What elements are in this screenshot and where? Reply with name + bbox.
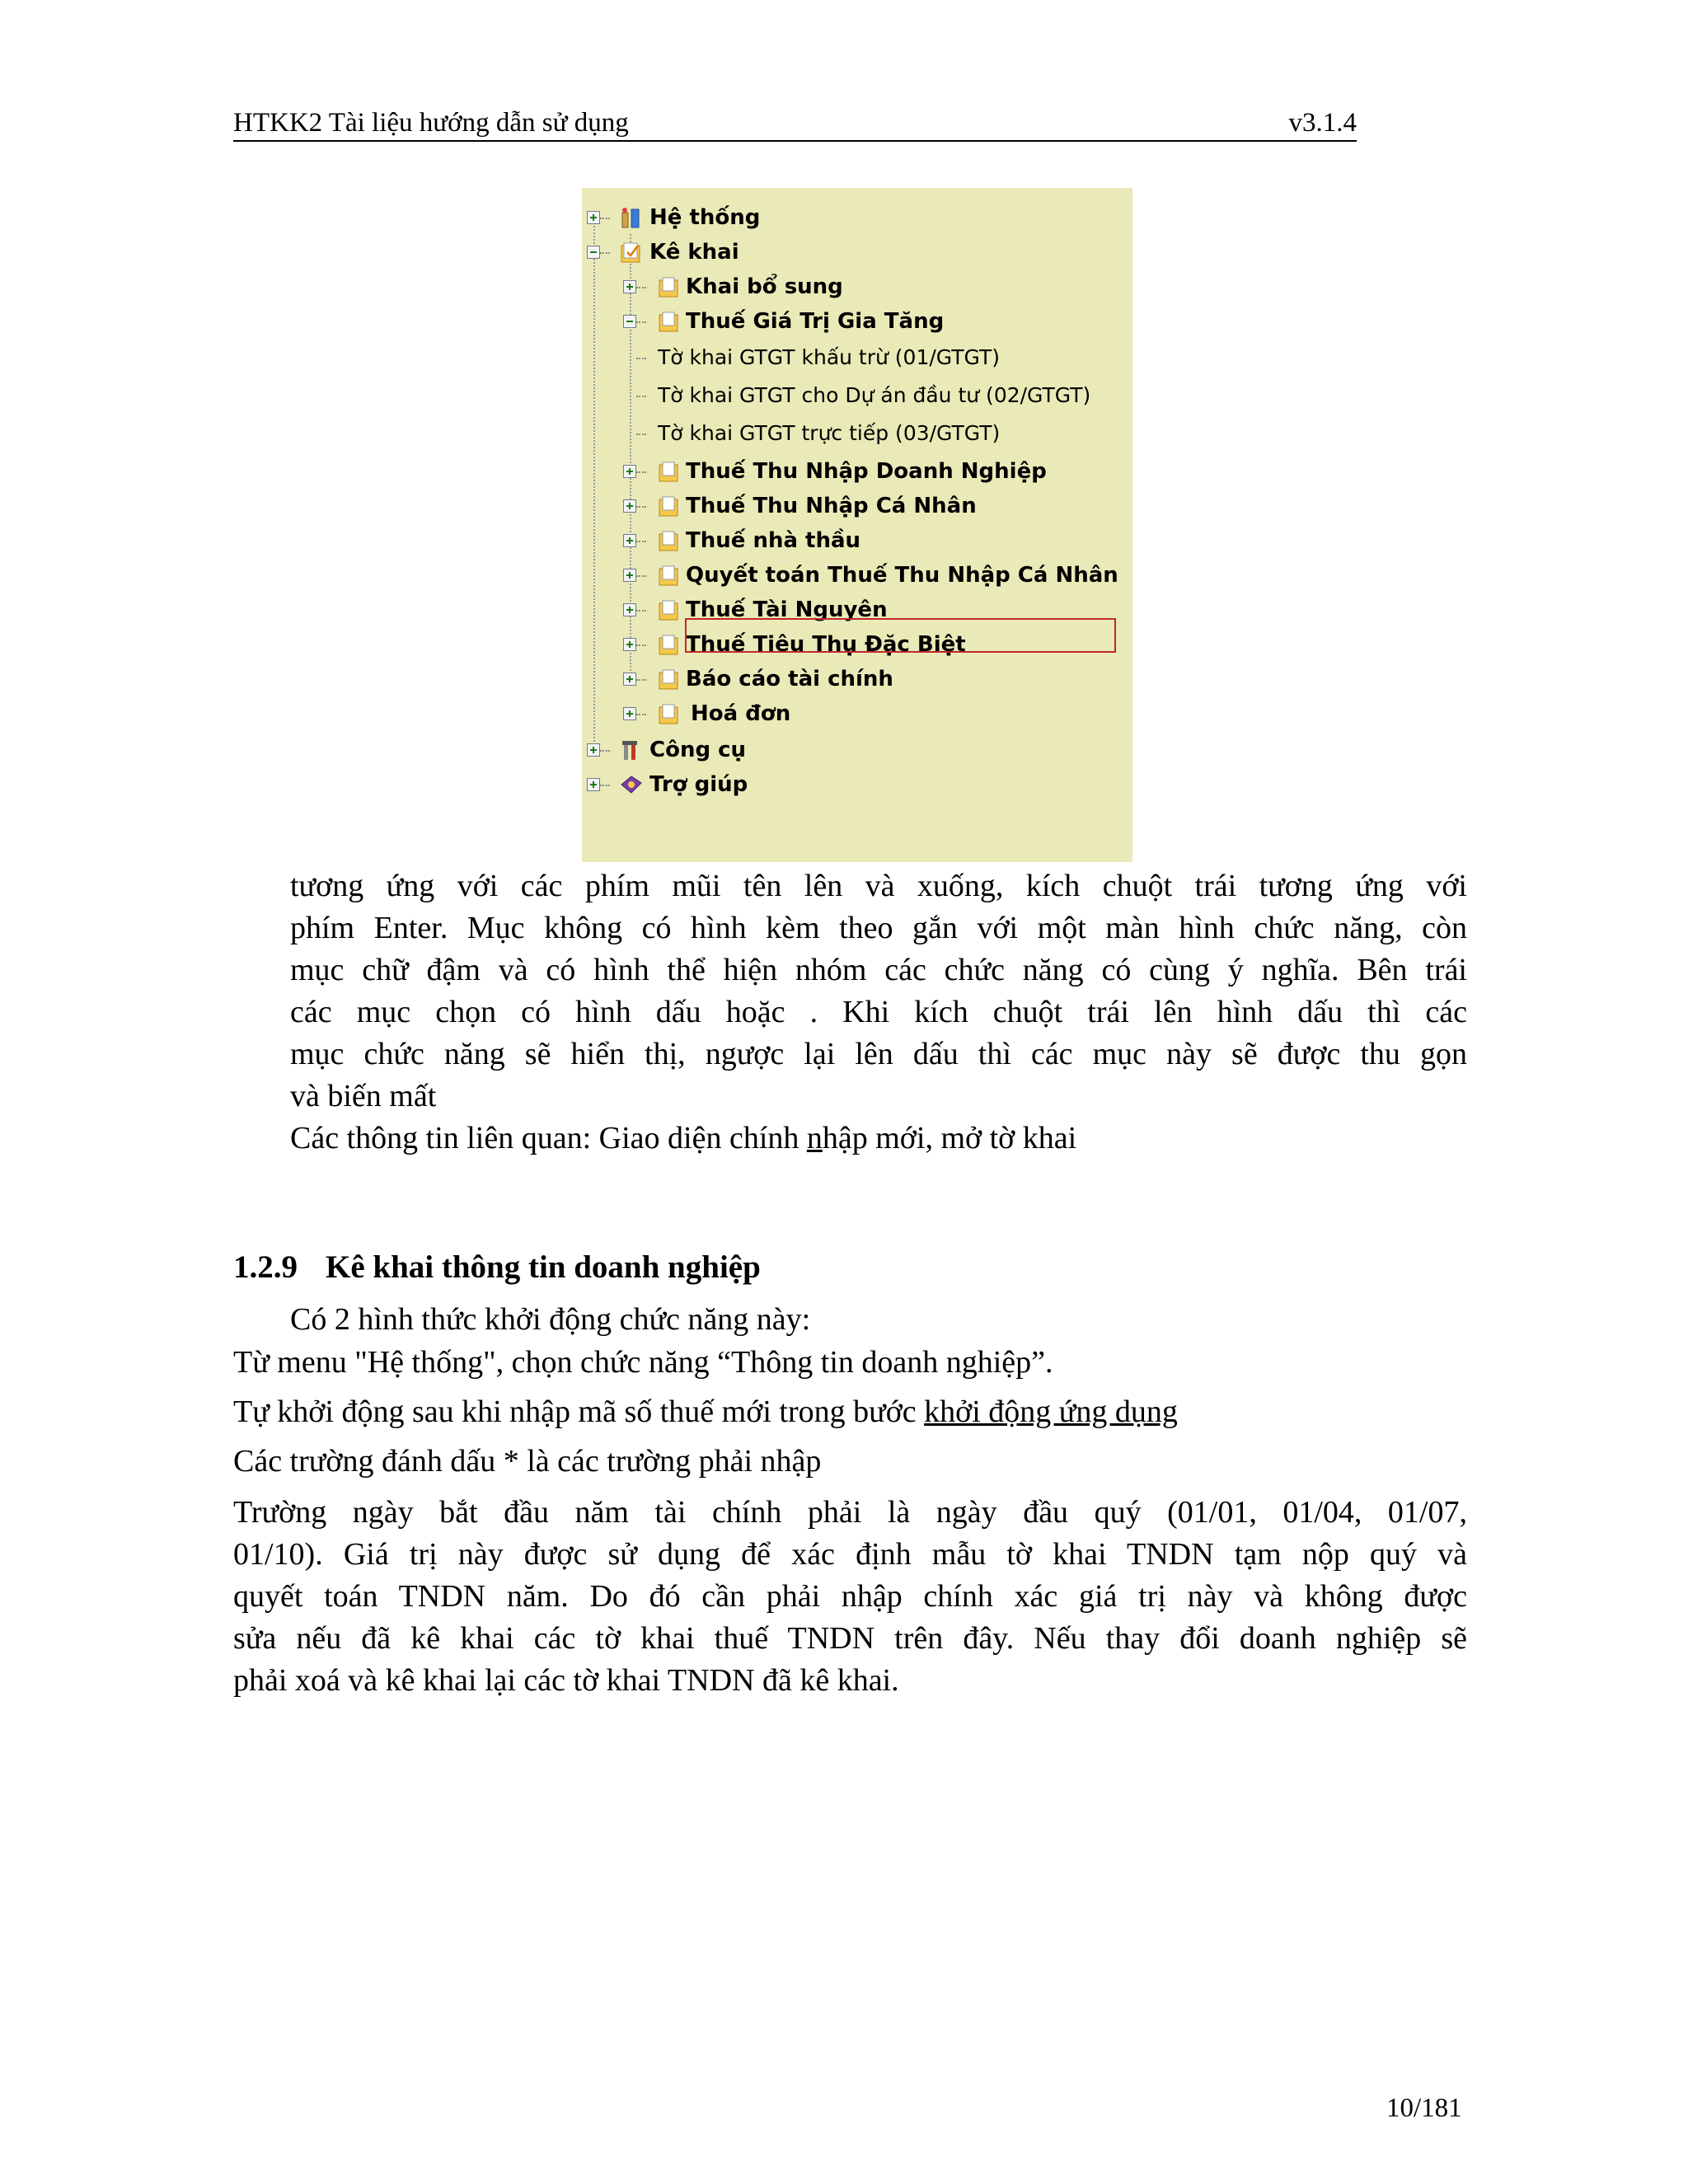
tree-node-label: Trợ giúp — [649, 772, 748, 797]
header-version: v3.1.4 — [1288, 108, 1357, 138]
expand-plus-icon[interactable] — [623, 638, 636, 651]
related-info: Các thông tin liên quan: Giao diện chính nhập mới, mở tờ khai — [290, 1121, 1077, 1155]
section-number: 1.2.9 — [233, 1249, 298, 1285]
expand-plus-icon[interactable] — [623, 499, 636, 513]
tree-node-label: Thuế Tiêu Thụ Đặc Biệt — [686, 632, 966, 657]
expand-plus-icon[interactable] — [623, 534, 636, 547]
text-line: phím Enter. Mục không có hình kèm theo gắn với một màn hình chức năng, còn — [290, 911, 1467, 945]
tree-node-bao-cao-tai-chinh[interactable] — [582, 663, 1126, 696]
help-book-icon — [620, 773, 643, 796]
tree-node-label: Hệ thống — [649, 205, 761, 230]
tree-node-nha-thau[interactable] — [582, 524, 1126, 557]
tree-node-tro-giup[interactable] — [582, 768, 1126, 801]
page-number: 10/181 — [1386, 2093, 1462, 2123]
paragraph-navigation — [290, 865, 1467, 1118]
tree-node-label: Báo cáo tài chính — [686, 667, 893, 691]
text-line: phải xoá và kê khai lại các tờ khai TNDN đã kê khai. — [233, 1663, 899, 1698]
tree-node-khai-bo-sung[interactable] — [582, 270, 1126, 303]
folder-icon — [658, 598, 681, 621]
tree-node-label: Thuế Giá Trị Gia Tăng — [686, 309, 945, 334]
expand-plus-icon[interactable] — [623, 280, 636, 293]
tree-node-label: Kê khai — [649, 240, 739, 265]
header-title: HTKK2 Tài liệu hướng dẫn sử dụng — [233, 108, 629, 138]
tree-node-label: Công cụ — [649, 738, 747, 762]
text-line: các mục chọn có hình dấu hoặc . Khi kích chuột trái lên hình dấu thì các — [290, 995, 1467, 1029]
tree-leaf-02-gtgt[interactable] — [582, 379, 1126, 412]
tree-node-cong-cu[interactable] — [582, 733, 1126, 766]
expand-plus-icon[interactable] — [623, 707, 636, 720]
text-line: sửa nếu đã kê khai các tờ khai thuế TNDN trên đây. Nếu thay đổi doanh nghiệp sẽ — [233, 1621, 1467, 1656]
collapse-minus-icon[interactable] — [623, 315, 636, 328]
tree-node-tncn[interactable] — [582, 490, 1126, 523]
folder-icon — [658, 460, 681, 483]
text-line: mục chữ đậm và có hình thể hiện nhóm các chức năng có cùng ý nghĩa. Bên trái — [290, 953, 1467, 987]
tree-node-label: Tờ khai GTGT trực tiếp (03/GTGT) — [658, 421, 1001, 445]
intro-line: Có 2 hình thức khởi động chức năng này: — [290, 1302, 811, 1337]
tools-icon — [620, 738, 643, 762]
tree-leaf-03-gtgt[interactable] — [582, 417, 1126, 450]
tree-node-tndn[interactable] — [582, 455, 1126, 488]
tree-node-ke-khai[interactable] — [582, 236, 1126, 269]
tree-node-label: Hoá đơn — [691, 701, 791, 726]
page-header — [233, 105, 1357, 142]
section-title: Kê khai thông tin doanh nghiệp — [326, 1249, 761, 1285]
folder-icon — [658, 310, 681, 333]
tree-node-label: Quyết toán Thuế Thu Nhập Cá Nhân — [686, 563, 1118, 588]
tree-node-quyet-toan-tncn[interactable] — [582, 559, 1126, 592]
expand-plus-icon[interactable] — [587, 743, 600, 757]
tree-node-thue-gtgt[interactable] — [582, 305, 1126, 338]
text-line: 01/10). Giá trị này được sử dụng để xác định mẫu tờ khai TNDN tạm nộp quý và — [233, 1537, 1467, 1572]
required-fields-line: Các trường đánh dấu * là các trường phải nhập — [233, 1444, 822, 1479]
folder-icon — [658, 633, 681, 656]
tree-node-label: Thuế Thu Nhập Cá Nhân — [686, 494, 977, 518]
text-line: và biến mất — [290, 1079, 437, 1113]
khoi-dong-ung-dung-link[interactable]: khởi động ứng dụng — [924, 1394, 1178, 1429]
tree-leaf-01-gtgt[interactable] — [582, 341, 1126, 374]
paragraph-fiscal-year — [233, 1492, 1467, 1702]
expand-plus-icon[interactable] — [623, 465, 636, 478]
expand-plus-icon[interactable] — [623, 603, 636, 616]
text-line: tương ứng với các phím mũi tên lên và xuống, kích chuột trái tương ứng với — [290, 869, 1467, 903]
expand-plus-icon[interactable] — [587, 211, 600, 224]
section-heading — [233, 1244, 761, 1291]
expand-plus-icon[interactable] — [623, 673, 636, 686]
folder-icon — [620, 241, 643, 264]
folder-icon — [658, 494, 681, 518]
expand-plus-icon[interactable] — [623, 569, 636, 582]
folder-icon — [658, 702, 681, 725]
auto-start-line: Tự khởi động sau khi nhập mã số thuế mới trong bước khởi động ứng dụng — [233, 1394, 1178, 1429]
tree-node-label: Tờ khai GTGT cho Dự án đầu tư (02/GTGT) — [658, 383, 1091, 407]
selection-highlight-box — [685, 618, 1116, 653]
text-line: Trường ngày bắt đầu năm tài chính phải là ngày đầu quý (01/01, 01/04, 01/07, — [233, 1495, 1467, 1530]
system-icon — [620, 206, 643, 229]
collapse-minus-icon[interactable] — [587, 246, 600, 259]
tree-node-label: Thuế nhà thầu — [686, 528, 861, 553]
menu-line: Từ menu "Hệ thống", chọn chức năng “Thông tin doanh nghiệp”. — [233, 1345, 1053, 1380]
tree-menu — [582, 188, 1132, 862]
tree-node-he-thong[interactable] — [582, 201, 1126, 234]
text-line: mục chức năng sẽ hiển thị, ngược lại lên dấu thì các mục này sẽ được thu gọn — [290, 1037, 1467, 1071]
folder-icon — [658, 564, 681, 587]
text-line: quyết toán TNDN năm. Do đó cần phải nhập chính xác giá trị này và không được — [233, 1579, 1467, 1614]
tree-node-hoa-don[interactable] — [582, 697, 1126, 730]
tree-node-label: Thuế Tài Nguyên — [686, 598, 888, 622]
folder-icon — [658, 668, 681, 691]
tree-node-label: Thuế Thu Nhập Doanh Nghiệp — [686, 459, 1047, 484]
folder-icon — [658, 529, 681, 552]
tree-node-label: Khai bổ sung — [686, 274, 843, 299]
folder-icon — [658, 275, 681, 298]
tree-node-label: Tờ khai GTGT khấu trừ (01/GTGT) — [658, 345, 1001, 369]
expand-plus-icon[interactable] — [587, 778, 600, 791]
